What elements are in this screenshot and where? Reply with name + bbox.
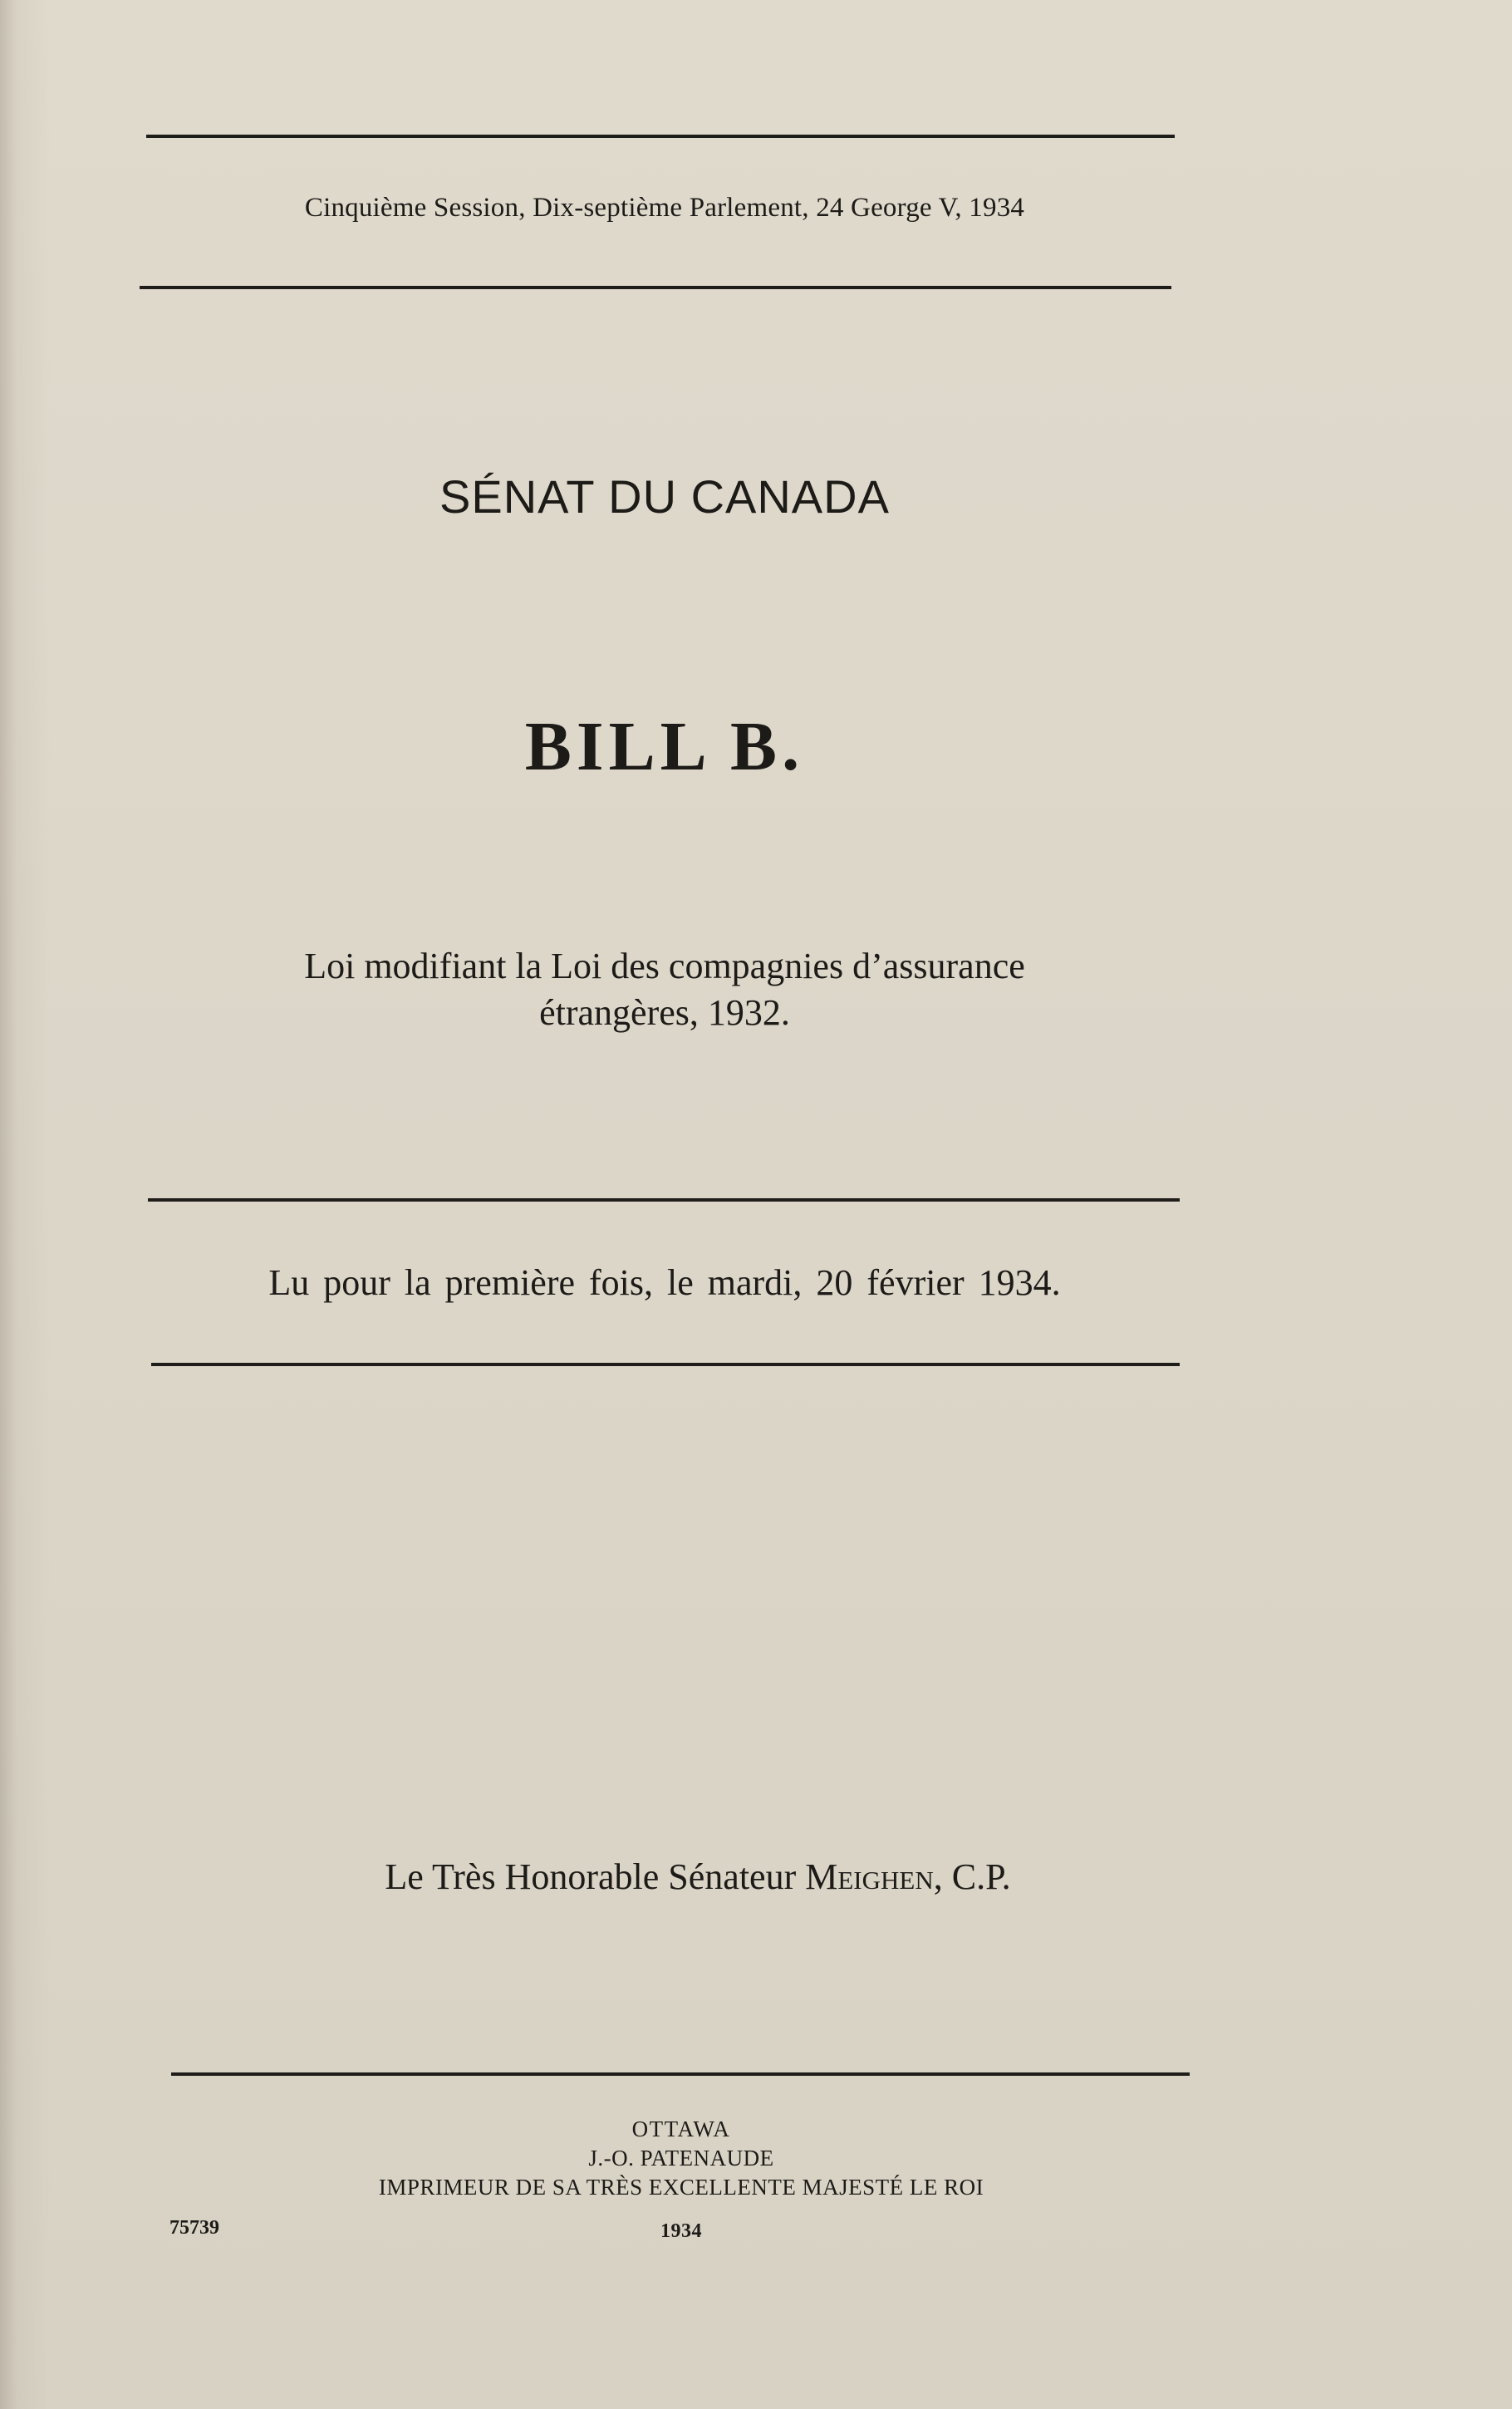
bill-subject-line-2: étrangères, 1932. [539,992,790,1033]
sponsor-prefix: Le Très Honorable Sénateur [385,1856,797,1897]
reading-bottom-rule [151,1363,1180,1366]
chamber-title: SÉNAT DU CANADA [439,470,890,523]
bill-subject-line-1: Loi modifiant la Loi des compagnies d’assurance [304,946,1025,986]
imprint-city: OTTAWA [631,2116,731,2141]
imprint-rule [171,2072,1190,2076]
top-rule [146,135,1175,138]
session-rule [140,286,1171,289]
reading-top-rule [148,1198,1180,1202]
document-number: 75739 [169,2217,219,2239]
imprint-printer-title: IMPRIMEUR DE SA TRÈS EXCELLENTE MAJESTÉ LE ROI [378,2175,984,2200]
bill-subject [0,943,1329,1036]
sponsor-line [183,1856,1213,1898]
first-reading-line: Lu pour la première fois, le mardi, 20 février 1934. [268,1262,1061,1303]
bill-title: BILL B. [524,708,805,785]
session-line: Cinquième Session, Dix-septième Parlement, 24 George V, 1934 [304,193,1025,223]
sponsor-suffix: , C.P. [933,1856,1011,1897]
imprint-printer: J.-O. PATENAUDE [588,2146,774,2171]
imprint-year: 1934 [660,2220,702,2242]
sponsor-name: Meighen [805,1856,934,1897]
